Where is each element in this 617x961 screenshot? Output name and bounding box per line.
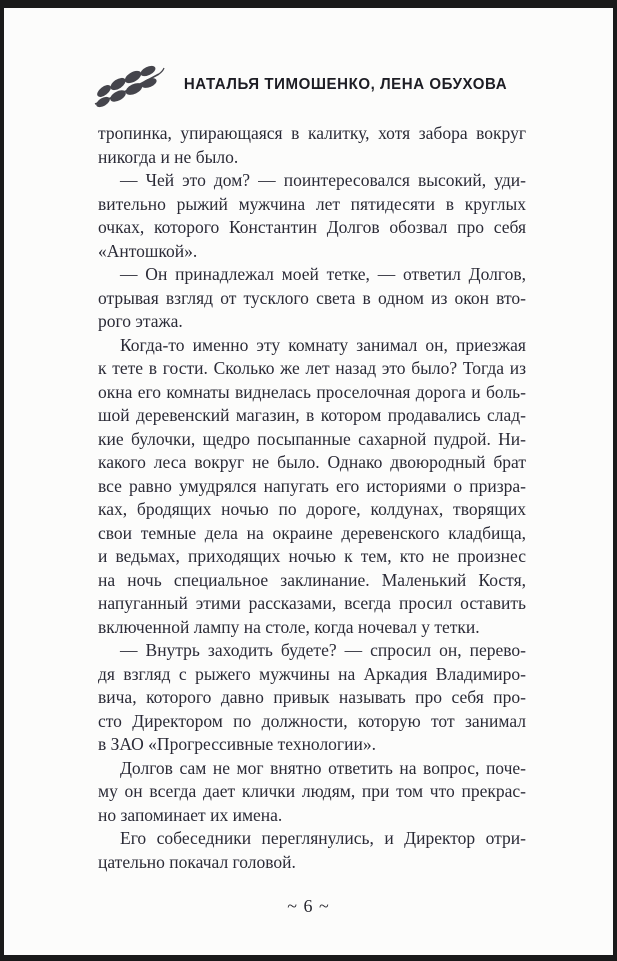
paragraph (98, 122, 526, 169)
text-line: Когда-то именно эту комнату занимал он, приезжая (120, 334, 526, 355)
page-number: ~ 6 ~ (287, 896, 330, 916)
text-line: отрывая взгляд от тусклого света в одном из окон вто- (98, 287, 526, 308)
text-line: шой деревенский магазин, в котором продавались слад- (98, 405, 526, 425)
text-line: в ЗАО «Прогрессивные технологии». (98, 734, 376, 754)
text-line: на ночь специальное заклинание. Маленький Костя, (98, 569, 526, 590)
text-line: какого леса вокруг не было. Однако двоюродный брат (98, 452, 526, 472)
text-line: му он всегда дает клички людям, при том что прекрас- (98, 781, 526, 801)
paragraph (98, 334, 526, 640)
text-line: Его собеседники переглянулись, и Директор отри- (120, 828, 526, 848)
text-line: Долгов сам не мог внятно ответить на вопрос, поче- (120, 757, 526, 778)
text-line: и ведьмах, приходящих ночью к тем, кто не произнес (98, 546, 526, 566)
text-line: рого этажа. (98, 311, 183, 331)
text-line: ках, бродящих ночью по дороге, колдунах, творящих (98, 499, 526, 519)
text-line: — Чей это дом? — поинтересовался высокий, уди- (120, 170, 526, 190)
text-line: «Антошкой». (98, 240, 198, 261)
text-line: но запоминает их имена. (98, 804, 283, 825)
book-page (4, 8, 613, 955)
authors-header: НАТАЛЬЯ ТИМОШЕНКО, ЛЕНА ОБУХОВА (183, 76, 508, 93)
text-line: — Внутрь заходить будете? — спросил он, перево- (120, 640, 526, 660)
text-line: вича, которого давно привык называть про себя про- (98, 687, 526, 707)
text-line: тропинка, упирающаяся в калитку, хотя забора вокруг (98, 123, 526, 143)
text-line: очках, которого Константин Долгов обозвал про себя (98, 217, 526, 237)
text-line: вительно рыжий мужчина лет пятидесяти в круглых (98, 193, 526, 214)
text-line: — Он принадлежал моей тетке, — ответил Долгов, (120, 264, 526, 284)
text-line: цательно покачал головой. (98, 851, 296, 872)
text-line: к тете в гости. Сколько же лет назад это было? Тогда из (98, 358, 526, 378)
text-line: никогда и не было. (98, 146, 239, 167)
text-line: сто Директором по должности, которую тот занимал (98, 710, 526, 731)
paragraph (98, 263, 526, 334)
paragraph (98, 757, 526, 828)
text-line: все равно умудрялся напугать его историями о призра- (98, 475, 526, 496)
text-line: включенной лампу на столе, когда ночевал у тетки. (98, 616, 480, 637)
text-line: кие булочки, щедро посыпанные сахарной пудрой. Ни- (98, 428, 526, 449)
text-line: свои темные дела на окраине деревенского кладбища, (98, 522, 526, 543)
body-text (98, 122, 526, 874)
text-line: напуганный этими рассказами, всегда просил оставить (98, 593, 526, 613)
text-line: окна его комнаты виднелась проселочная дорога и боль- (98, 381, 526, 402)
paragraph (98, 639, 526, 757)
paragraph (98, 169, 526, 263)
text-line: дя взгляд с рыжего мужчины на Аркадия Владимиро- (98, 663, 526, 684)
paragraph (98, 827, 526, 874)
laurel-branch-icon (93, 62, 165, 108)
page-header (93, 60, 526, 110)
